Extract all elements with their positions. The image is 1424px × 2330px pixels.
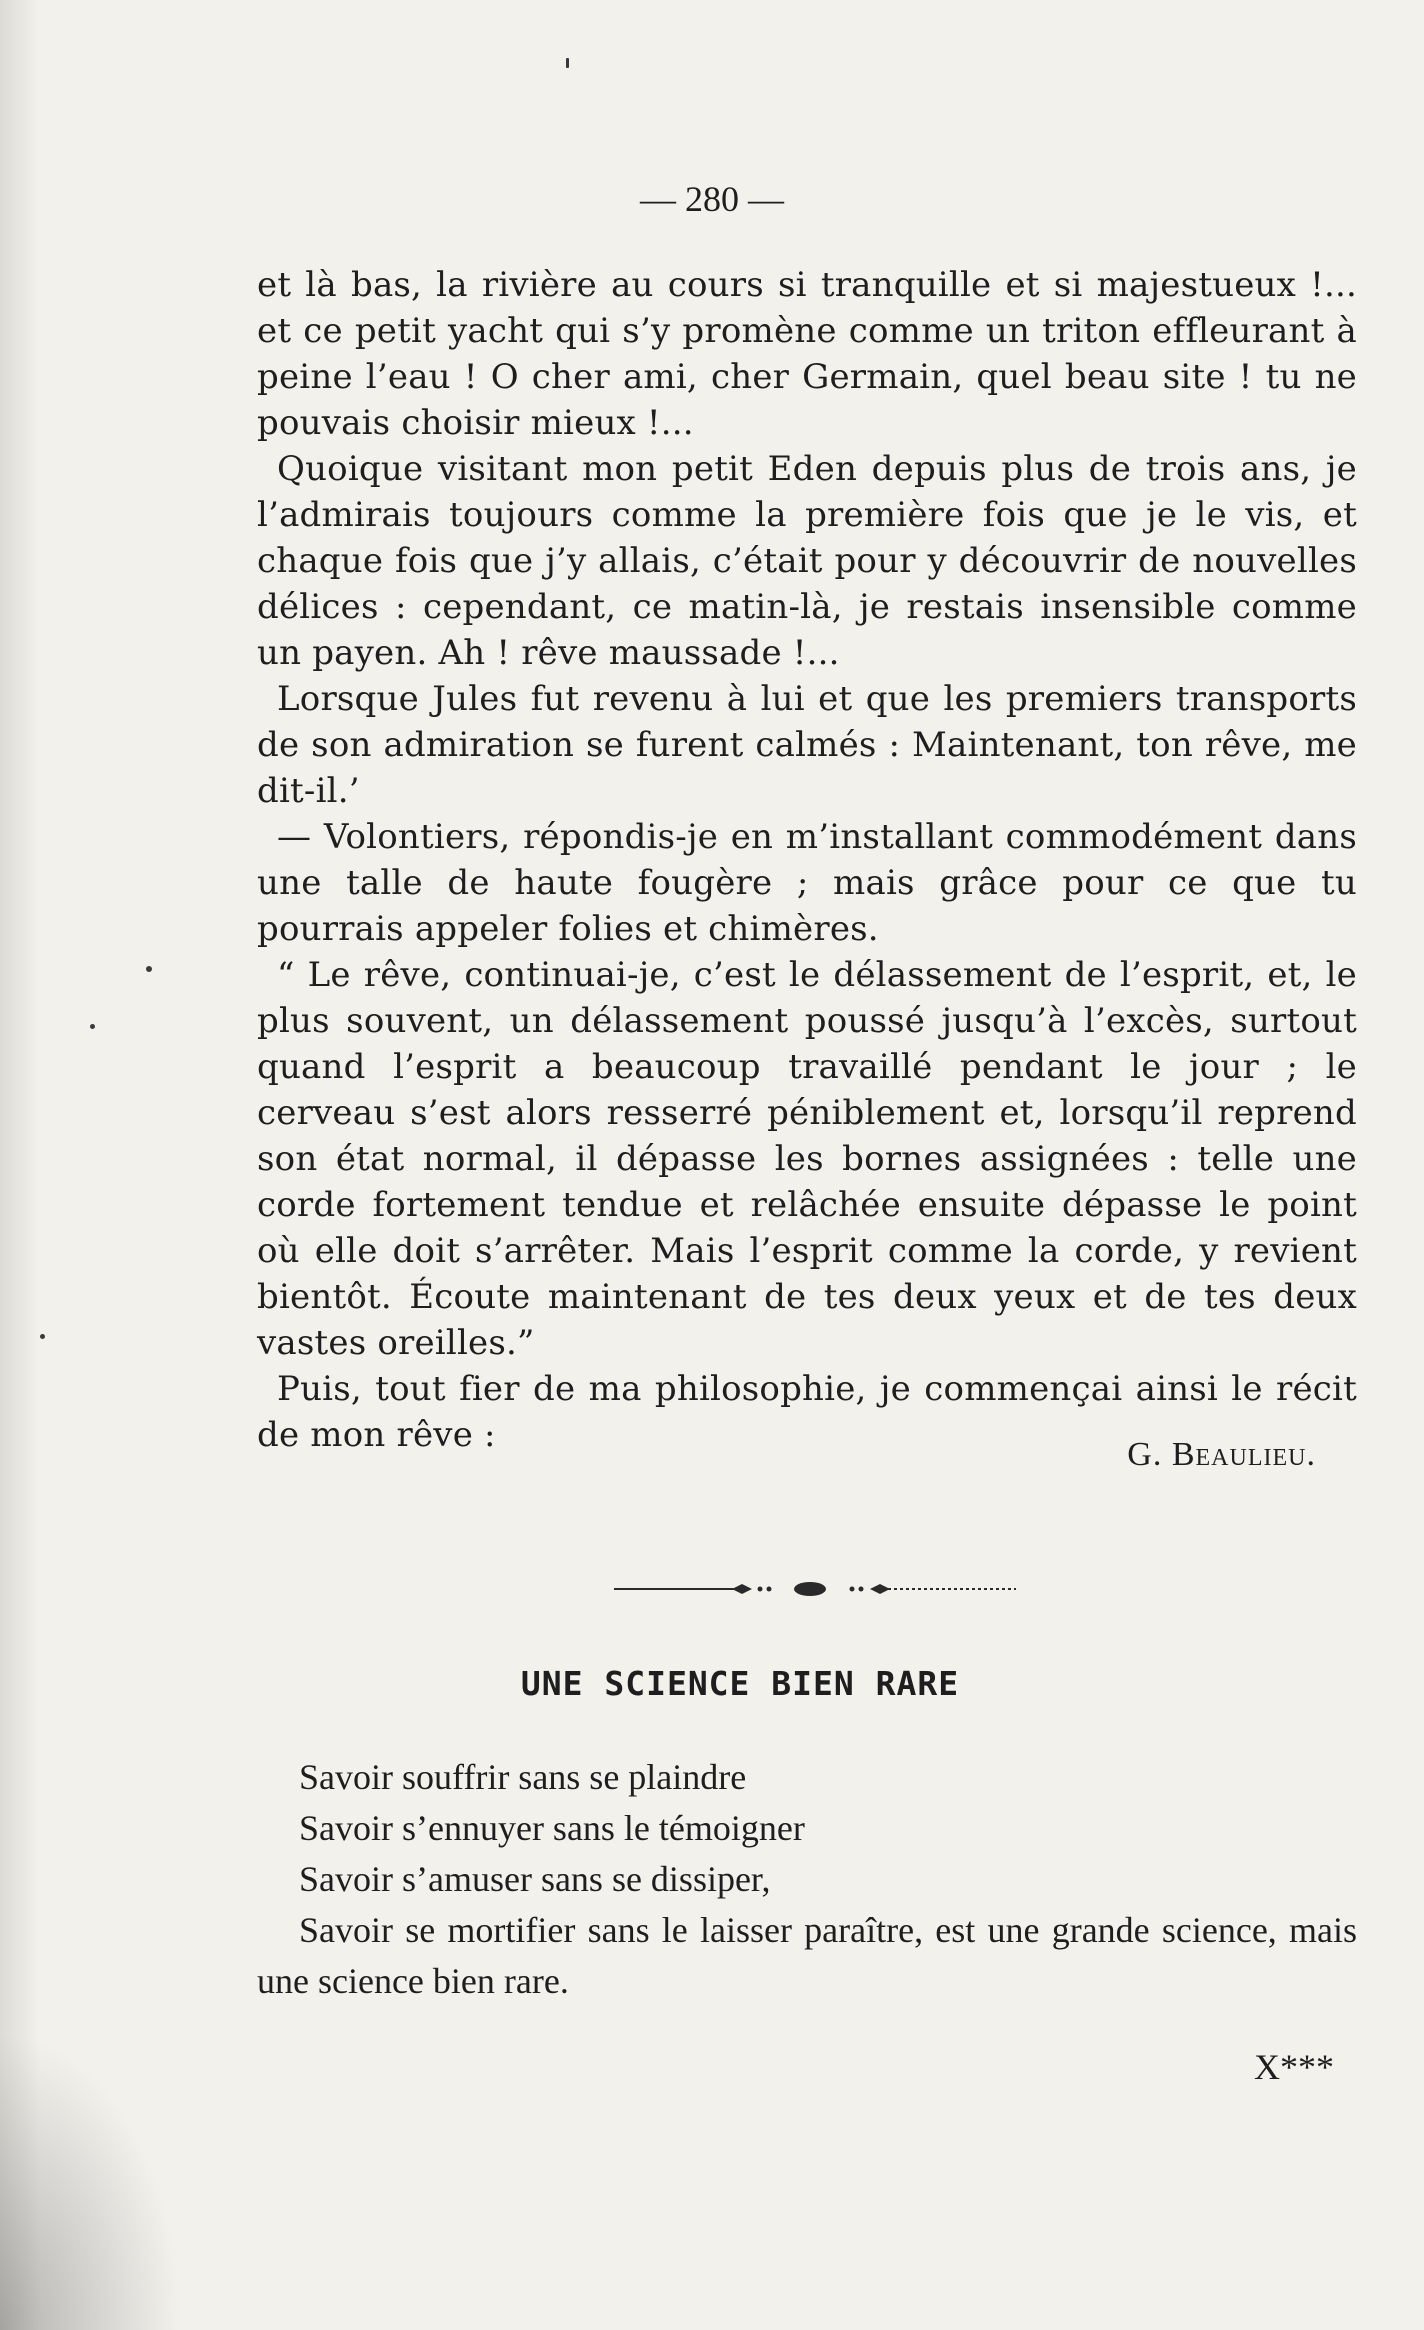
ornament-divider-icon — [614, 1574, 1016, 1604]
ink-speck — [146, 966, 152, 972]
paragraph-5: “ Le rêve, continuai-je, c’est le délassement de l’esprit, et, le plus souvent, un délassement poussé jusqu’à l’excès, surtout quand l’esprit a beaucoup travaillé pendant le jour ; le cerveau s’est alors resserré péniblement et, lorsqu’il reprend son état normal, il dépasse les bornes assignées : telle une corde fortement tendue et relâchée ensuite dépasse le point où elle doit s’arrêter. Mais l’esprit comme la corde, y revient bientôt. Écoute maintenant de tes deux yeux et de tes deux vastes oreilles.” — [257, 955, 1357, 1363]
poem-line-4: Savoir se mortifier sans le laisser paraître, est une grande science, mais une science bien rare. — [257, 1910, 1357, 2001]
poem — [257, 1752, 1357, 2007]
signature-initial: G. — [1127, 1436, 1172, 1473]
author-signature — [1127, 1436, 1316, 1474]
poem-line-2: Savoir s’ennuyer sans le témoigner — [299, 1808, 805, 1848]
poem-line-1: Savoir souffrir sans se plaindre — [299, 1757, 747, 1797]
paragraph-6: Puis, tout fier de ma philosophie, je commençai ainsi le récit de mon rêve : — [257, 1369, 1357, 1455]
paragraph-3: Lorsque Jules fut revenu à lui et que les premiers transports de son admiration se furent calmés : Maintenant, ton rêve, me dit-il.’ — [257, 679, 1357, 811]
ink-speck — [90, 1024, 95, 1029]
poem-line-3: Savoir s’amuser sans se dissiper, — [299, 1859, 771, 1899]
poem-signature: X*** — [1254, 2047, 1334, 2087]
ink-speck — [566, 58, 569, 68]
paragraph-2: Quoique visitant mon petit Eden depuis plus de trois ans, je l’admirais toujours comme la première fois que je le vis, et chaque fois que j’y allais, c’était pour y découvrir de nouvelles délices : cependant, ce matin-là, je restais insensible comme un payen. Ah ! rêve maussade !... — [257, 449, 1357, 673]
page-number: — 280 — — [640, 179, 784, 219]
prose-body — [257, 262, 1357, 1458]
section-title: UNE SCIENCE BIEN RARE — [520, 1664, 960, 1703]
signature-name: Beaulieu. — [1171, 1436, 1316, 1473]
ink-speck — [40, 1334, 45, 1339]
paragraph-4: — Volontiers, répondis-je en m’installant commodément dans une talle de haute fougère ; mais grâce pour ce que tu pourrais appeler folies et chimères. — [257, 817, 1357, 949]
paragraph-1: et là bas, la rivière au cours si tranquille et si majestueux !... et ce petit yacht qui s’y promène comme un triton effleurant à peine l’eau ! O cher ami, cher Germain, quel beau site ! tu ne pouvais choisir mieux !... — [257, 265, 1357, 443]
